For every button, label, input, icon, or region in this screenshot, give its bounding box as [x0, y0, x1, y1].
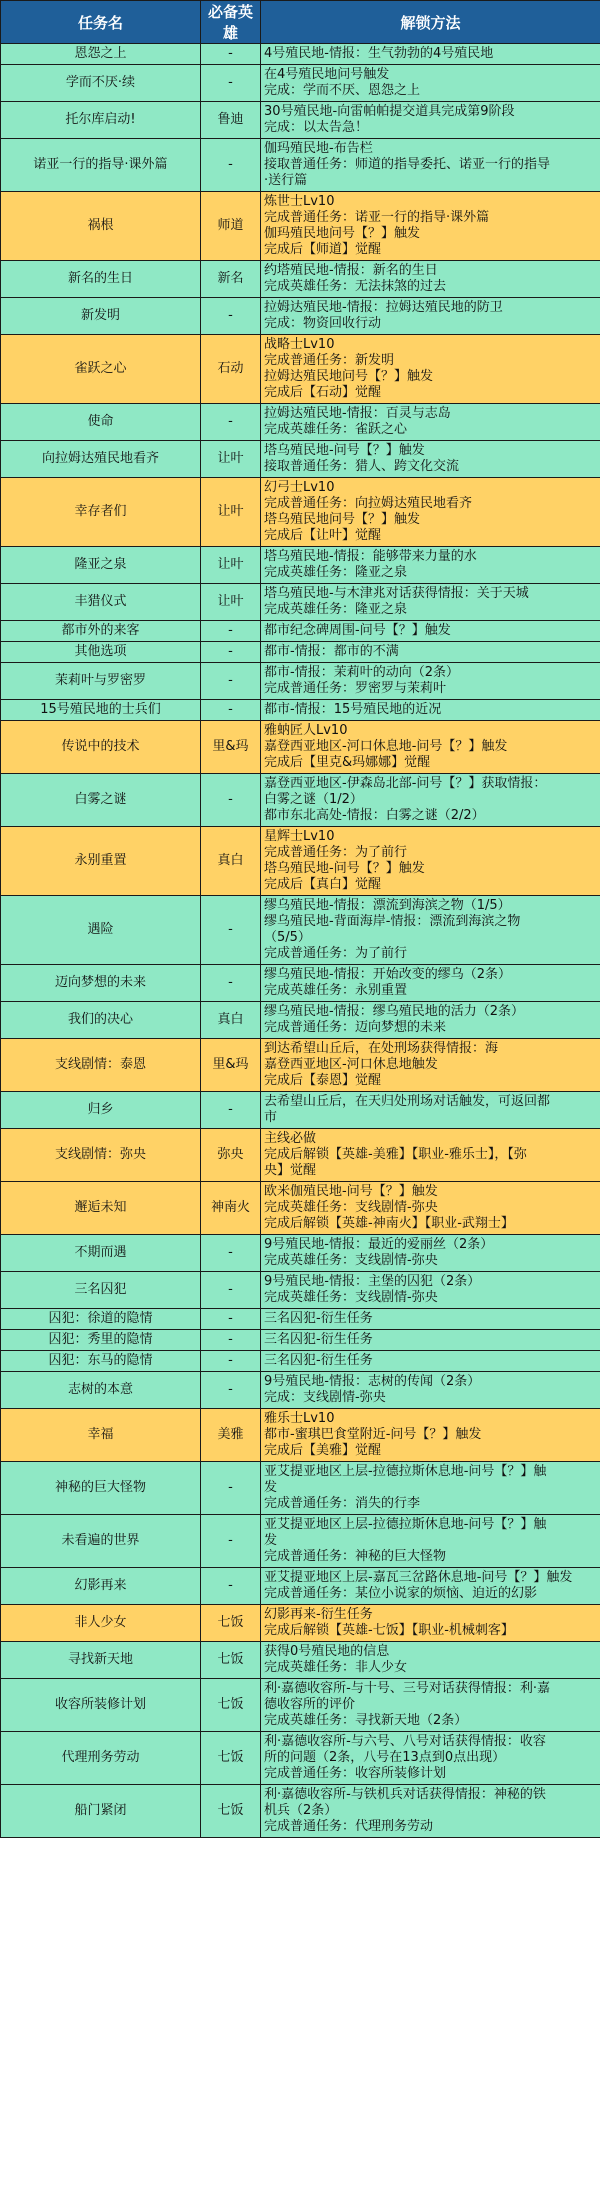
unlock-method-line: 完成普通任务：罗密罗与茉莉叶 — [264, 681, 447, 696]
required-hero-cell: - — [201, 1462, 261, 1515]
unlock-method-cell — [261, 1605, 600, 1642]
unlock-method-cell — [261, 102, 600, 139]
unlock-method-cell — [261, 1092, 600, 1129]
quest-name-cell: 迈向梦想的未来 — [1, 965, 201, 1002]
table-row — [1, 1732, 600, 1785]
unlock-method-cell — [261, 1129, 600, 1182]
unlock-method-line: 完成：支线剧情-弥央 — [264, 1390, 386, 1405]
quest-name-cell: 三名囚犯 — [1, 1272, 201, 1309]
required-hero-cell: - — [201, 700, 261, 721]
unlock-method-line: ·送行篇 — [264, 173, 308, 188]
unlock-method-line: 都市-蜜琪巴食堂附近-问号【？】触发 — [264, 1427, 482, 1442]
table-row — [1, 1372, 600, 1409]
unlock-method-line: 拉姆达殖民地-情报：拉姆达殖民地的防卫 — [264, 300, 503, 315]
table-row — [1, 774, 600, 827]
unlock-method-line: 亚艾提亚地区上层-拉德拉斯休息地-问号【？】触 — [264, 1517, 547, 1532]
quest-name-cell: 船门紧闭 — [1, 1785, 201, 1838]
table-row — [1, 1129, 600, 1182]
unlock-method-line: 完成英雄任务：非人少女 — [264, 1660, 408, 1675]
table-row — [1, 139, 600, 192]
table-row — [1, 1409, 600, 1462]
table-row — [1, 896, 600, 965]
unlock-method-line: 到达希望山丘后，在处刑场获得情报：海 — [264, 1041, 499, 1056]
unlock-method-cell — [261, 1235, 600, 1272]
unlock-method-line: 伽玛殖民地问号【？】触发 — [264, 226, 421, 241]
quest-name-cell: 未看遍的世界 — [1, 1515, 201, 1568]
table-row — [1, 827, 600, 896]
unlock-method-line: 欧米伽殖民地-问号【？】触发 — [264, 1184, 438, 1199]
required-hero-cell: 神南火 — [201, 1182, 261, 1235]
required-hero-cell: - — [201, 621, 261, 642]
unlock-method-line: 完成普通任务：消失的行李 — [264, 1496, 421, 1511]
unlock-method-line: 完成后【让叶】觉醒 — [264, 528, 382, 543]
quest-name-cell: 囚犯：秀里的隐情 — [1, 1330, 201, 1351]
table-row — [1, 1462, 600, 1515]
unlock-method-line: 三名囚犯-衍生任务 — [264, 1332, 373, 1347]
required-hero-cell: 七饭 — [201, 1642, 261, 1679]
required-hero-cell: - — [201, 896, 261, 965]
quest-name-cell: 归乡 — [1, 1092, 201, 1129]
unlock-method-line: 缪乌殖民地-情报：漂流到海滨之物（1/5） — [264, 898, 511, 913]
unlock-method-cell — [261, 1679, 600, 1732]
required-hero-cell: - — [201, 65, 261, 102]
table-row — [1, 261, 600, 298]
table-row — [1, 192, 600, 261]
quest-name-cell: 向拉姆达殖民地看齐 — [1, 441, 201, 478]
unlock-method-line: 9号殖民地-情报：志树的传闻（2条） — [264, 1374, 481, 1389]
unlock-method-cell — [261, 584, 600, 621]
required-hero-cell: - — [201, 1092, 261, 1129]
table-row — [1, 44, 600, 65]
required-hero-cell: 七饭 — [201, 1679, 261, 1732]
unlock-method-line: 都市纪念碑周围-问号【？】触发 — [264, 623, 451, 638]
table-row — [1, 1605, 600, 1642]
table-row — [1, 1351, 600, 1372]
quest-name-cell: 雀跃之心 — [1, 335, 201, 404]
unlock-method-line: 发 — [264, 1533, 278, 1548]
quest-name-cell: 永别重置 — [1, 827, 201, 896]
unlock-method-cell — [261, 478, 600, 547]
unlock-method-line: 白雾之谜（1/2） — [264, 792, 363, 807]
unlock-method-cell — [261, 965, 600, 1002]
quest-name-cell: 隆亚之泉 — [1, 547, 201, 584]
unlock-method-line: 嘉登西亚地区-河口休息地触发 — [264, 1057, 438, 1072]
quest-name-cell: 代理刑务劳动 — [1, 1732, 201, 1785]
unlock-method-line: 完成后解锁【英雄-神南火】【职业-武翔士】 — [264, 1216, 514, 1231]
quest-name-cell: 都市外的来客 — [1, 621, 201, 642]
unlock-method-line: 完成普通任务：代理刑务劳动 — [264, 1819, 434, 1834]
unlock-method-line: 完成后解锁【英雄-美雅】【职业-雅乐士】，【弥 — [264, 1147, 527, 1162]
unlock-method-cell — [261, 663, 600, 700]
required-hero-cell: 弥央 — [201, 1129, 261, 1182]
unlock-method-line: 利·嘉德收容所-与铁机兵对话获得情报：神秘的铁 — [264, 1787, 546, 1802]
unlock-method-line: 接取普通任务：猎人、跨文化交流 — [264, 459, 460, 474]
unlock-method-line: 完成英雄任务：支线剧情-弥央 — [264, 1253, 438, 1268]
unlock-method-cell — [261, 1642, 600, 1679]
table-row — [1, 478, 600, 547]
required-hero-cell: - — [201, 1235, 261, 1272]
table-row — [1, 700, 600, 721]
unlock-method-line: 塔乌殖民地-问号【？】触发 — [264, 443, 425, 458]
unlock-method-line: 完成普通任务：为了前行 — [264, 845, 408, 860]
unlock-method-line: 完成英雄任务：无法抹煞的过去 — [264, 279, 447, 294]
unlock-method-line: 完成英雄任务：永别重置 — [264, 983, 408, 998]
unlock-method-cell — [261, 896, 600, 965]
quest-name-cell: 恩怨之上 — [1, 44, 201, 65]
quest-name-cell: 使命 — [1, 404, 201, 441]
unlock-method-line: 亚艾提亚地区上层-拉德拉斯休息地-问号【？】触 — [264, 1464, 547, 1479]
unlock-method-line: 完成英雄任务：支线剧情-弥央 — [264, 1290, 438, 1305]
table-row — [1, 642, 600, 663]
table-row — [1, 1309, 600, 1330]
unlock-method-cell — [261, 621, 600, 642]
required-hero-cell: - — [201, 1372, 261, 1409]
table-row — [1, 1092, 600, 1129]
unlock-method-line: 都市-情报：15号殖民地的近况 — [264, 702, 442, 717]
required-hero-cell: - — [201, 663, 261, 700]
table-row — [1, 584, 600, 621]
required-hero-cell: 师道 — [201, 192, 261, 261]
unlock-method-line: 雅乐士Lv10 — [264, 1411, 335, 1426]
unlock-method-cell — [261, 1272, 600, 1309]
unlock-method-line: 塔乌殖民地-与木津兆对话获得情报：关于天城 — [264, 586, 529, 601]
unlock-method-line: 完成英雄任务：寻找新天地（2条） — [264, 1713, 468, 1728]
table-row — [1, 1002, 600, 1039]
unlock-method-line: 拉姆达殖民地问号【？】触发 — [264, 369, 434, 384]
unlock-method-cell — [261, 1732, 600, 1785]
unlock-method-line: 塔乌殖民地问号【？】触发 — [264, 512, 421, 527]
table-header-row — [1, 1, 600, 44]
required-hero-cell: - — [201, 1330, 261, 1351]
table-row — [1, 298, 600, 335]
quest-name-cell: 诺亚一行的指导·课外篇 — [1, 139, 201, 192]
unlock-method-line: 获得0号殖民地的信息 — [264, 1644, 390, 1659]
table-row — [1, 441, 600, 478]
table-row — [1, 1039, 600, 1092]
unlock-method-line: 完成英雄任务：隆亚之泉 — [264, 565, 408, 580]
quest-name-cell: 学而不厌·续 — [1, 65, 201, 102]
unlock-method-cell — [261, 1462, 600, 1515]
unlock-method-line: 机兵（2条） — [264, 1803, 338, 1818]
unlock-method-line: 三名囚犯-衍生任务 — [264, 1311, 373, 1326]
unlock-method-line: 炼世士Lv10 — [264, 194, 335, 209]
unlock-method-line: 完成普通任务：神秘的巨大怪物 — [264, 1549, 447, 1564]
quest-name-cell: 囚犯：东马的隐情 — [1, 1351, 201, 1372]
unlock-method-cell — [261, 1785, 600, 1838]
required-hero-cell: 新名 — [201, 261, 261, 298]
unlock-method-cell — [261, 139, 600, 192]
unlock-method-line: 完成普通任务：为了前行 — [264, 946, 408, 961]
header-required-hero: 必备英雄 — [201, 1, 261, 44]
unlock-method-line: 发 — [264, 1480, 278, 1495]
unlock-method-cell — [261, 44, 600, 65]
required-hero-cell: 让叶 — [201, 441, 261, 478]
quest-name-cell: 幸存者们 — [1, 478, 201, 547]
required-hero-cell: - — [201, 404, 261, 441]
unlock-method-line: 完成普通任务：某位小说家的烦恼、迫近的幻影 — [264, 1586, 538, 1601]
quest-name-cell: 支线剧情：弥央 — [1, 1129, 201, 1182]
required-hero-cell: - — [201, 298, 261, 335]
table-row — [1, 404, 600, 441]
quest-name-cell: 托尔库启动! — [1, 102, 201, 139]
unlock-method-line: 缪乌殖民地-情报：缪乌殖民地的活力（2条） — [264, 1004, 524, 1019]
required-hero-cell: - — [201, 642, 261, 663]
required-hero-cell: 美雅 — [201, 1409, 261, 1462]
unlock-method-cell — [261, 261, 600, 298]
unlock-method-cell — [261, 1182, 600, 1235]
table-row — [1, 1330, 600, 1351]
quest-name-cell: 幻影再来 — [1, 1568, 201, 1605]
table-row — [1, 1679, 600, 1732]
unlock-method-cell — [261, 827, 600, 896]
quest-name-cell: 寻找新天地 — [1, 1642, 201, 1679]
table-row — [1, 1785, 600, 1838]
unlock-method-line: 完成英雄任务：支线剧情-弥央 — [264, 1200, 438, 1215]
required-hero-cell: 七饭 — [201, 1605, 261, 1642]
unlock-method-cell — [261, 700, 600, 721]
required-hero-cell: - — [201, 774, 261, 827]
required-hero-cell: 真白 — [201, 827, 261, 896]
unlock-method-cell — [261, 721, 600, 774]
unlock-method-line: 在4号殖民地问号触发 — [264, 67, 390, 82]
quest-name-cell: 白雾之谜 — [1, 774, 201, 827]
unlock-method-line: 星辉士Lv10 — [264, 829, 335, 844]
required-hero-cell: - — [201, 1272, 261, 1309]
required-hero-cell: - — [201, 1351, 261, 1372]
unlock-method-line: 完成普通任务：收容所装修计划 — [264, 1766, 447, 1781]
quest-name-cell: 邂逅未知 — [1, 1182, 201, 1235]
quest-name-cell: 囚犯：徐道的隐情 — [1, 1309, 201, 1330]
unlock-method-line: 所的问题（2条，八号在13点到0点出现） — [264, 1750, 506, 1765]
table-row — [1, 1515, 600, 1568]
quest-name-cell: 收容所装修计划 — [1, 1679, 201, 1732]
required-hero-cell: 里&玛 — [201, 721, 261, 774]
header-unlock-method: 解锁方法 — [261, 1, 600, 44]
unlock-method-line: 幻影再来-衍生任务 — [264, 1607, 373, 1622]
unlock-method-line: 完成普通任务：新发明 — [264, 353, 395, 368]
unlock-method-line: 战略士Lv10 — [264, 337, 335, 352]
unlock-method-line: 都市-情报：茉莉叶的动向（2条） — [264, 665, 459, 680]
quest-name-cell: 新名的生日 — [1, 261, 201, 298]
required-hero-cell: - — [201, 1515, 261, 1568]
quest-name-cell: 丰猎仪式 — [1, 584, 201, 621]
quest-name-cell: 支线剧情：泰恩 — [1, 1039, 201, 1092]
unlock-method-line: 嘉登西亚地区-伊森岛北部-问号【？】获取情报： — [264, 776, 547, 791]
unlock-method-line: 完成普通任务：诺亚一行的指导·课外篇 — [264, 210, 490, 225]
unlock-method-cell — [261, 1515, 600, 1568]
required-hero-cell: 里&玛 — [201, 1039, 261, 1092]
unlock-method-line: 伽玛殖民地-布告栏 — [264, 141, 373, 156]
unlock-method-line: 完成英雄任务：雀跃之心 — [264, 422, 408, 437]
table-row — [1, 335, 600, 404]
unlock-method-line: 完成普通任务：迈向梦想的未来 — [264, 1020, 447, 1035]
unlock-method-cell — [261, 1372, 600, 1409]
unlock-method-line: 完成：以太告急！ — [264, 120, 369, 135]
unlock-method-cell — [261, 1568, 600, 1605]
quest-name-cell: 幸福 — [1, 1409, 201, 1462]
table-row — [1, 65, 600, 102]
unlock-method-cell — [261, 547, 600, 584]
unlock-method-line: 亚艾提亚地区上层-嘉瓦三岔路休息地-问号【？】触发 — [264, 1570, 573, 1585]
unlock-method-cell — [261, 1002, 600, 1039]
unlock-method-line: 9号殖民地-情报：最近的爱丽丝（2条） — [264, 1237, 494, 1252]
table-row — [1, 663, 600, 700]
unlock-method-line: 拉姆达殖民地-情报：百灵与志岛 — [264, 406, 451, 421]
unlock-method-line: 利·嘉德收容所-与十号、三号对话获得情报：利·嘉 — [264, 1681, 550, 1696]
unlock-method-cell — [261, 774, 600, 827]
unlock-method-line: 完成英雄任务：隆亚之泉 — [264, 602, 408, 617]
table-row — [1, 1182, 600, 1235]
table-row — [1, 547, 600, 584]
required-hero-cell: 七饭 — [201, 1732, 261, 1785]
required-hero-cell: - — [201, 139, 261, 192]
unlock-method-line: 幻弓士Lv10 — [264, 480, 335, 495]
quest-name-cell: 祸根 — [1, 192, 201, 261]
required-hero-cell: - — [201, 965, 261, 1002]
unlock-method-line: 完成后【石动】觉醒 — [264, 385, 382, 400]
unlock-method-line: 30号殖民地-向雷帕帕提交道具完成第9阶段 — [264, 104, 515, 119]
quest-name-cell: 其他选项 — [1, 642, 201, 663]
table-row — [1, 1642, 600, 1679]
quest-name-cell: 遇险 — [1, 896, 201, 965]
unlock-method-cell — [261, 441, 600, 478]
required-hero-cell: - — [201, 44, 261, 65]
header-quest-name: 任务名 — [1, 1, 201, 44]
unlock-method-line: 完成后【师道】觉醒 — [264, 242, 382, 257]
unlock-method-line: 缪乌殖民地-背面海岸-情报：漂流到海滨之物 — [264, 914, 521, 929]
unlock-method-line: 央】觉醒 — [264, 1163, 317, 1178]
unlock-method-cell — [261, 335, 600, 404]
unlock-method-line: 嘉登西亚地区-河口休息地-问号【？】触发 — [264, 739, 508, 754]
quest-name-cell: 新发明 — [1, 298, 201, 335]
unlock-method-cell — [261, 1409, 600, 1462]
required-hero-cell: 七饭 — [201, 1785, 261, 1838]
unlock-method-line: 市 — [264, 1110, 278, 1125]
required-hero-cell: - — [201, 1568, 261, 1605]
unlock-method-line: 都市东北高处-情报：白雾之谜（2/2） — [264, 808, 485, 823]
required-hero-cell: 鲁迪 — [201, 102, 261, 139]
required-hero-cell: - — [201, 1309, 261, 1330]
quest-name-cell: 不期而遇 — [1, 1235, 201, 1272]
unlock-method-line: 完成后解锁【英雄-七饭】【职业-机械刺客】 — [264, 1623, 514, 1638]
required-hero-cell: 让叶 — [201, 584, 261, 621]
unlock-method-line: 完成：物资回收行动 — [264, 316, 382, 331]
unlock-method-line: 9号殖民地-情报：主堡的囚犯（2条） — [264, 1274, 481, 1289]
unlock-method-cell — [261, 65, 600, 102]
unlock-method-line: 主线必做 — [264, 1131, 317, 1146]
quest-name-cell: 非人少女 — [1, 1605, 201, 1642]
unlock-method-line: 接取普通任务：师道的指导委托、诺亚一行的指导 — [264, 157, 551, 172]
unlock-method-line: （5/5） — [264, 930, 311, 945]
unlock-method-line: 约塔殖民地-情报：新名的生日 — [264, 263, 438, 278]
quest-name-cell: 传说中的技术 — [1, 721, 201, 774]
unlock-method-line: 4号殖民地-情报：生气勃勃的4号殖民地 — [264, 46, 494, 61]
unlock-method-line: 去希望山丘后，在天归处刑场对话触发，可返回都 — [264, 1094, 551, 1109]
unlock-method-line: 三名囚犯-衍生任务 — [264, 1353, 373, 1368]
unlock-method-line: 完成后【泰恩】觉醒 — [264, 1073, 382, 1088]
quest-name-cell: 茉莉叶与罗密罗 — [1, 663, 201, 700]
table-row — [1, 621, 600, 642]
unlock-method-cell — [261, 1309, 600, 1330]
unlock-method-line: 利·嘉德收容所-与六号、八号对话获得情报：收容 — [264, 1734, 546, 1749]
quest-name-cell: 志树的本意 — [1, 1372, 201, 1409]
table-row — [1, 965, 600, 1002]
unlock-method-line: 完成：学而不厌、恩怨之上 — [264, 83, 421, 98]
unlock-method-line: 雅蚋匠人Lv10 — [264, 723, 348, 738]
unlock-method-cell — [261, 1351, 600, 1372]
table-row — [1, 1272, 600, 1309]
table-row — [1, 1568, 600, 1605]
table-row — [1, 102, 600, 139]
unlock-method-cell — [261, 1039, 600, 1092]
quest-name-cell: 15号殖民地的士兵们 — [1, 700, 201, 721]
unlock-method-cell — [261, 1330, 600, 1351]
unlock-method-line: 缪乌殖民地-情报：开始改变的缪乌（2条） — [264, 967, 511, 982]
unlock-method-line: 塔乌殖民地-问号【？】触发 — [264, 861, 425, 876]
table-row — [1, 1235, 600, 1272]
quest-name-cell: 我们的决心 — [1, 1002, 201, 1039]
unlock-method-line: 完成后【美雅】觉醒 — [264, 1443, 382, 1458]
unlock-method-line: 都市-情报：都市的不满 — [264, 644, 399, 659]
unlock-method-cell — [261, 298, 600, 335]
unlock-method-cell — [261, 192, 600, 261]
unlock-method-line: 塔乌殖民地-情报：能够带来力量的水 — [264, 549, 477, 564]
unlock-method-line: 德收容所的评价 — [264, 1697, 356, 1712]
table-row — [1, 721, 600, 774]
required-hero-cell: 石动 — [201, 335, 261, 404]
unlock-method-cell — [261, 642, 600, 663]
required-hero-cell: 让叶 — [201, 547, 261, 584]
unlock-method-line: 完成后【真白】觉醒 — [264, 877, 382, 892]
required-hero-cell: 让叶 — [201, 478, 261, 547]
unlock-method-line: 完成后【里克&玛娜娜】觉醒 — [264, 755, 431, 770]
unlock-method-line: 完成普通任务：向拉姆达殖民地看齐 — [264, 496, 473, 511]
unlock-method-cell — [261, 404, 600, 441]
quest-name-cell: 神秘的巨大怪物 — [1, 1462, 201, 1515]
required-hero-cell: 真白 — [201, 1002, 261, 1039]
